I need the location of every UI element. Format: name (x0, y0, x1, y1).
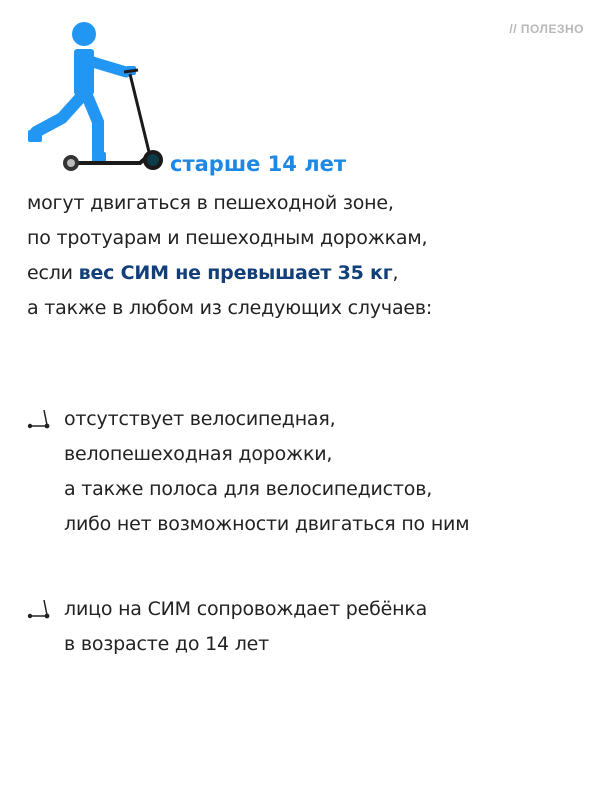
section-tag: // ПОЛЕЗНО (509, 22, 584, 36)
list-item (27, 592, 427, 662)
headline: старше 14 лет (170, 152, 347, 176)
list-item-line: лицо на СИМ сопровождает ребёнка (64, 598, 428, 620)
list-item-line: велопешеходная дорожки, (64, 443, 333, 465)
list-item-line: в возрасте до 14 лет (64, 633, 270, 655)
paragraph-text: , (392, 262, 399, 284)
list-item-line: отсутствует велосипедная, (64, 408, 336, 430)
list-item-line: либо нет возможности двигаться по ним (64, 513, 470, 535)
list-item (27, 402, 469, 542)
scooter-icon (27, 408, 53, 430)
list-item-line: а также полоса для велосипедистов, (64, 478, 433, 500)
intro-paragraph (27, 186, 432, 326)
paragraph-line (27, 256, 432, 291)
paragraph-line: могут двигаться в пешеходной зоне, (27, 192, 394, 214)
weight-limit-emphasis: вес СИМ не превышает 35 кг (78, 262, 393, 284)
scooter-icon (27, 598, 53, 620)
person-riding-scooter-icon (22, 18, 172, 178)
paragraph-text: если (27, 262, 79, 284)
paragraph-line: а также в любом из следующих случаев: (27, 297, 433, 319)
paragraph-line: по тротуарам и пешеходным дорожкам, (27, 227, 428, 249)
